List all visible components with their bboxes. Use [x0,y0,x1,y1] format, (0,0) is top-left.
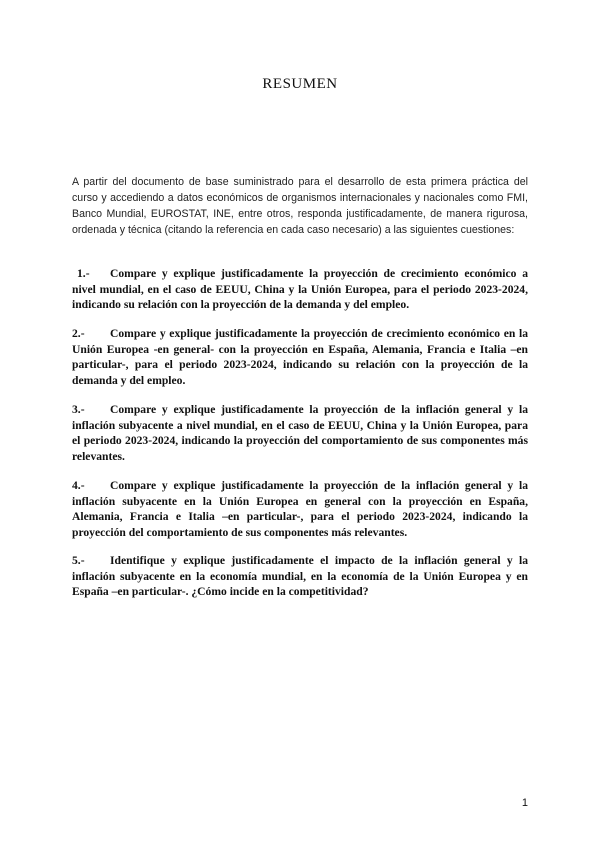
question-1-text: Compare y explique justificadamente la proyección de crecimiento económico a nivel mundial, en el caso de EEUU, China y la Unión Europea, para el periodo 2023-2024, indicando su relación con la proyección de la demanda y del empleo. [72,267,528,312]
document-title: RESUMEN [262,76,338,92]
question-3-number: 3.- [72,403,85,416]
question-1 [72,266,528,313]
question-2 [72,326,528,388]
question-4-number: 4.- [72,479,85,492]
page-number: 1 [521,797,528,809]
question-3 [72,402,528,464]
question-2-number: 2.- [72,327,85,340]
question-1-number: 1.- [77,267,90,280]
question-4-text: Compare y explique justificadamente la proyección de la inflación general y la inflación subyacente en la Unión Europea en general con la proyección en España, Alemania, Francia e Italia –en particular-, para el periodo 2023-2024, indicando la proyección del comportamiento de sus componentes más relevantes. [72,479,528,539]
question-3-text: Compare y explique justificadamente la proyección de la inflación general y la inflación subyacente a nivel mundial, en el caso de EEUU, China y la Unión Europea, para el periodo 2023-2024, indicando la proyección del comportamiento de sus componentes más relevantes. [72,403,528,463]
question-5-number: 5.- [72,554,85,567]
question-2-text: Compare y explique justificadamente la proyección de crecimiento económico en la Unión Europea -en general- con la proyección en España, Alemania, Francia e Italia –en particular-, para el periodo 2023-2024, indicando su relación con la proyección de la demanda y del empleo. [72,327,528,387]
question-4 [72,478,528,540]
question-5-text: Identifique y explique justificadamente el impacto de la inflación general y la inflación subyacente en la economía mundial, en la economía de la Unión Europea y en España –en particular-. ¿Cómo incide en la competitividad? [72,554,528,599]
question-5 [72,553,528,600]
intro-paragraph: A partir del documento de base suministrado para el desarrollo de esta primera práctica del curso y accediendo a datos económicos de organismos internacionales y nacionales como FMI, Banco Mundial, EUROSTAT, INE, entre otros, responda justificadamente, de manera rigurosa, ordenada y técnica (citando la referencia en cada caso necesario) a las siguientes cuestiones: [72,176,528,236]
